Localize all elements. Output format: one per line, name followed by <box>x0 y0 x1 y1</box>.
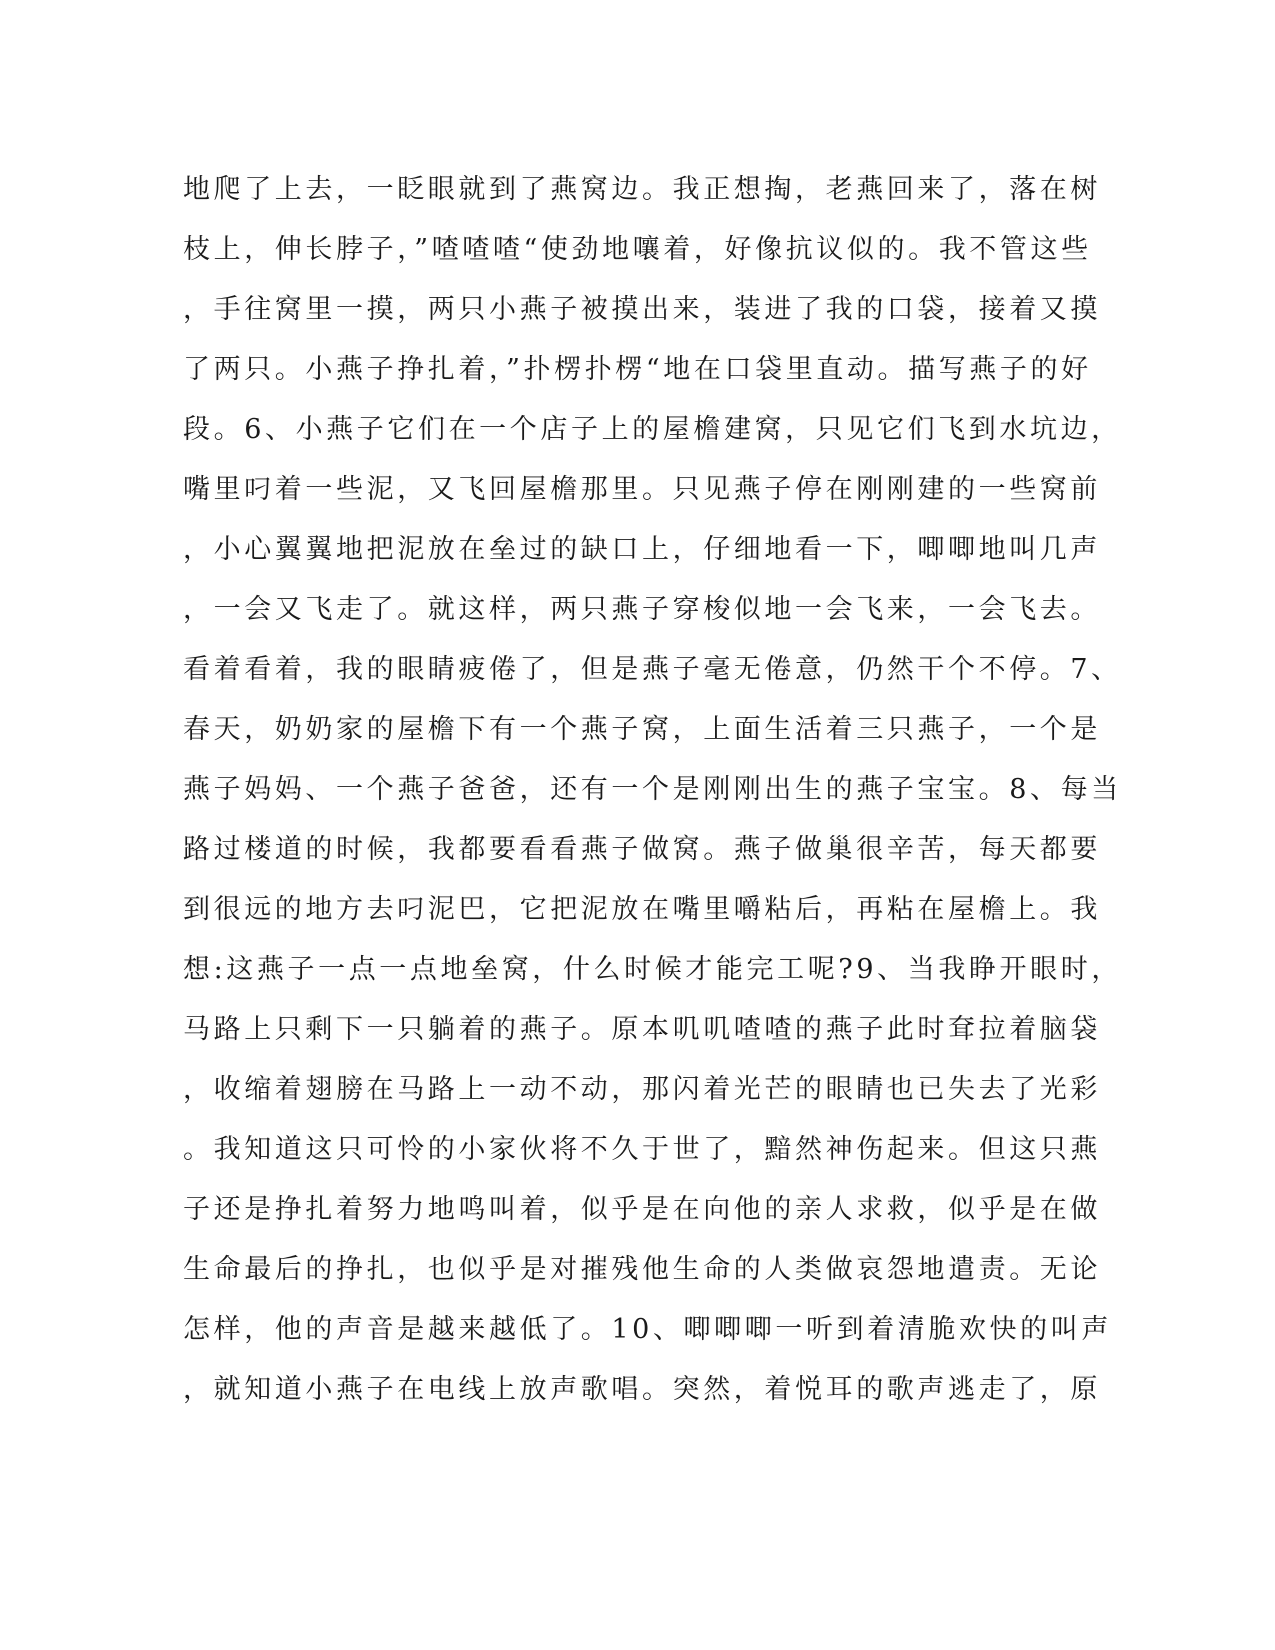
text-line: 燕子妈妈、一个燕子爸爸，还有一个是刚刚出生的燕子宝宝。8、每当 <box>183 774 1122 805</box>
body-text <box>183 160 1122 1420</box>
text-line: 嘴里叼着一些泥，又飞回屋檐那里。只见燕子停在刚刚建的一些窝前 <box>183 474 1101 505</box>
text-line: ，就知道小燕子在电线上放声歌唱。突然，着悦耳的歌声逃走了，原 <box>183 1374 1101 1405</box>
text-line: 。我知道这只可怜的小家伙将不久于世了，黯然神伤起来。但这只燕 <box>183 1134 1101 1165</box>
text-line: 春天，奶奶家的屋檐下有一个燕子窝，上面生活着三只燕子，一个是 <box>183 714 1101 745</box>
text-line: 怎样，他的声音是越来越低了。10、唧唧唧一听到着清脆欢快的叫声 <box>183 1314 1112 1345</box>
text-line: ，小心翼翼地把泥放在垒过的缺口上，仔细地看一下，唧唧地叫几声 <box>183 534 1101 565</box>
text-line: 想:这燕子一点一点地垒窝，什么时候才能完工呢?9、当我睁开眼时， <box>183 954 1122 985</box>
text-line: 地爬了上去，一眨眼就到了燕窝边。我正想掏，老燕回来了，落在树 <box>183 174 1101 205</box>
text-line: 生命最后的挣扎，也似乎是对摧残他生命的人类做哀怨地遣责。无论 <box>183 1254 1101 1285</box>
text-line: 看着看着，我的眼睛疲倦了，但是燕子毫无倦意，仍然干个不停。7、 <box>183 654 1122 685</box>
text-line: 枝上，伸长脖子，”喳喳喳“使劲地嚷着，好像抗议似的。我不管这些 <box>183 234 1092 265</box>
text-line: 到很远的地方去叼泥巴，它把泥放在嘴里嚼粘后，再粘在屋檐上。我 <box>183 894 1101 925</box>
text-line: ，一会又飞走了。就这样，两只燕子穿梭似地一会飞来，一会飞去。 <box>183 594 1101 625</box>
text-line: 路过楼道的时候，我都要看看燕子做窝。燕子做巢很辛苦，每天都要 <box>183 834 1101 865</box>
text-line: 子还是挣扎着努力地鸣叫着，似乎是在向他的亲人求救，似乎是在做 <box>183 1194 1101 1225</box>
text-line: 段。6、小燕子它们在一个店子上的屋檐建窝，只见它们飞到水坑边， <box>183 414 1122 445</box>
text-line: 马路上只剩下一只躺着的燕子。原本叽叽喳喳的燕子此时耷拉着脑袋 <box>183 1014 1101 1045</box>
text-line: ，手往窝里一摸，两只小燕子被摸出来，装进了我的口袋，接着又摸 <box>183 294 1101 325</box>
text-line: ，收缩着翅膀在马路上一动不动，那闪着光芒的眼睛也已失去了光彩 <box>183 1074 1101 1105</box>
text-line: 了两只。小燕子挣扎着，”扑楞扑楞“地在口袋里直动。描写燕子的好 <box>183 354 1092 385</box>
